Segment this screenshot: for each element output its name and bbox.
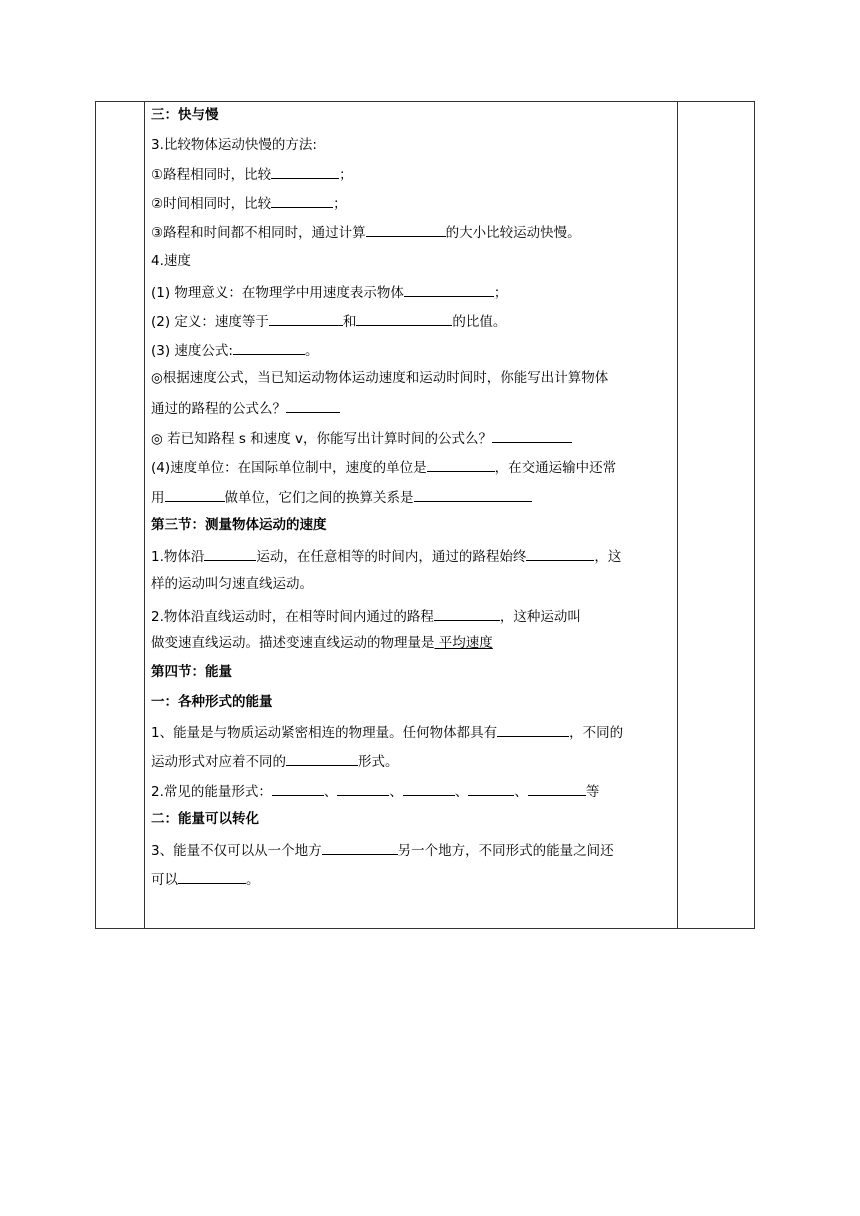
column-divider-left [144, 102, 145, 928]
answer-blank[interactable] [233, 341, 305, 355]
answer-blank[interactable] [434, 607, 500, 621]
answer-blank[interactable] [356, 312, 452, 326]
part3-p2-line2: 做变速直线运动。描述变速直线运动的物理量是 平均速度 [151, 635, 493, 651]
item-3-3: ③路程和时间都不相同时，通过计算 的大小比较运动快慢。 [151, 225, 581, 241]
item-3-2: ②时间相同时，比较 ； [151, 196, 347, 212]
question-distance-line1: ◎根据速度公式，当已知运动物体运动速度和运动时间时，你能写出计算物体 [151, 370, 609, 386]
filled-answer: 平均速度 [434, 635, 493, 651]
part4-subheading-2: 二：能量可以转化 [151, 811, 259, 827]
answer-blank[interactable] [322, 841, 398, 855]
section-heading: 三：快与慢 [151, 107, 219, 123]
answer-blank[interactable] [497, 723, 569, 737]
answer-blank[interactable] [178, 870, 246, 884]
part4-p3-line2: 可以 。 [151, 872, 260, 888]
answer-blank[interactable] [271, 194, 333, 208]
part4-p3: 3、能量不仅可以从一个地方 另一个地方，不同形式的能量之间还 [151, 843, 614, 859]
part3-p1: 1.物体沿 运动，在任意相等的时间内，通过的路程始终 ，这 [151, 549, 622, 565]
part4-heading: 第四节：能量 [151, 664, 232, 680]
answer-blank[interactable] [366, 223, 446, 237]
item-4: 4.速度 [151, 253, 191, 269]
answer-blank[interactable] [526, 547, 594, 561]
answer-blank[interactable] [468, 782, 514, 796]
worksheet-table [95, 101, 755, 929]
item-4-4: (4)速度单位：在国际单位制中，速度的单位是 ，在交通运输中还常 [151, 460, 617, 476]
part4-p1: 1、能量是与物质运动紧密相连的物理量。任何物体都具有 ，不同的 [151, 725, 624, 741]
answer-blank[interactable] [337, 782, 389, 796]
answer-blank[interactable] [286, 399, 340, 413]
item-3: 3.比较物体运动快慢的方法: [151, 137, 317, 153]
item-3-1: ①路程相同时，比较 ； [151, 167, 353, 183]
answer-blank[interactable] [528, 782, 586, 796]
answer-blank[interactable] [165, 488, 225, 502]
part3-p1-line2: 样的运动叫匀速直线运动。 [151, 576, 313, 592]
answer-blank[interactable] [403, 782, 455, 796]
question-distance-line2: 通过的路程的公式么？ [151, 399, 340, 417]
item-4-2: (2) 定义：速度等于 和 的比值。 [151, 314, 507, 330]
part3-p2: 2.物体沿直线运动时，在相等时间内通过的路程 ，这种运动叫 [151, 609, 581, 625]
part4-p2: 2.常见的能量形式： 、 、 、 、 等 [151, 784, 600, 800]
answer-blank[interactable] [204, 547, 256, 561]
answer-blank[interactable] [269, 312, 343, 326]
part3-heading: 第三节：测量物体运动的速度 [151, 517, 327, 533]
item-4-1: (1) 物理意义：在物理学中用速度表示物体 ； [151, 285, 508, 301]
answer-blank[interactable] [404, 283, 494, 297]
item-4-4-line2: 用 做单位，它们之间的换算关系是 [151, 488, 532, 506]
answer-blank[interactable] [427, 458, 495, 472]
answer-blank[interactable] [492, 429, 572, 443]
item-4-3: (3) 速度公式: 。 [151, 343, 319, 359]
column-divider-right [677, 102, 678, 928]
part4-p1-line2: 运动形式对应着不同的 形式。 [151, 754, 399, 770]
answer-blank[interactable] [414, 488, 532, 502]
part4-subheading-1: 一：各种形式的能量 [151, 694, 273, 710]
answer-blank[interactable] [271, 165, 339, 179]
question-time: ◎ 若已知路程 s 和速度 v，你能写出计算时间的公式么？ [151, 429, 572, 447]
answer-blank[interactable] [286, 752, 358, 766]
answer-blank[interactable] [272, 782, 324, 796]
